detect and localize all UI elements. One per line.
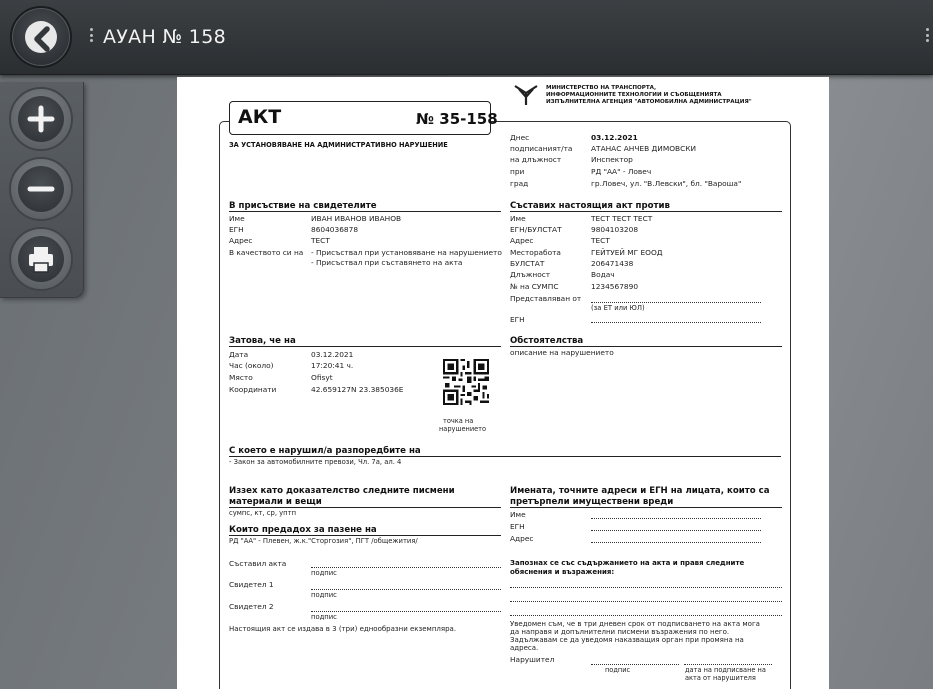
field-label: Име: [229, 214, 245, 223]
blank-line: [510, 601, 782, 602]
violated-text: - Закон за автомобилните превози, Чл. 7а, ал. 4: [229, 458, 402, 466]
date-line: [684, 664, 772, 665]
signature-line: [311, 567, 501, 568]
ministry-line: ИНФОРМАЦИОННИТЕ ТЕХНОЛОГИИ И СЪОБЩЕНИЯТА: [546, 92, 722, 98]
field-label: Място: [229, 373, 253, 382]
chevron-left-icon: [19, 14, 67, 64]
section-damaged-title: претърпели имуществени вреди: [510, 497, 674, 507]
top-toolbar: [0, 0, 933, 75]
field-value: ГЕЙТУЕЙ МГ ЕООД: [591, 248, 663, 257]
section-rule: [229, 507, 501, 508]
acquainted-text: Запознах се със съдържанието на акта и правя следните: [510, 559, 745, 567]
act-title-box: [229, 101, 498, 135]
blank-line: [591, 530, 761, 531]
field-label: Дата: [229, 350, 249, 359]
section-storage-title: Които предадох за пазене на: [229, 525, 377, 535]
field-value: 8604036878: [311, 225, 359, 234]
section-rule: [510, 507, 782, 508]
storage-text: РД "АА" - Плевен, ж.к."Сторгозия", ПГТ /общежития/: [229, 537, 418, 545]
section-rule: [510, 211, 782, 212]
field-value: ИВАН ИВАНОВ ИВАНОВ: [311, 214, 402, 223]
field-label: на длъжност: [510, 155, 562, 164]
field-value: ТЕСТ: [311, 236, 330, 245]
field-value: ТЕСТ ТЕСТ ТЕСТ: [591, 214, 653, 223]
field-label: Длъжност: [510, 270, 551, 279]
print-button[interactable]: [9, 227, 73, 291]
acquainted-text: обяснения и възражения:: [510, 568, 615, 576]
blank-line: [510, 587, 782, 588]
field-label: Месторабота: [510, 248, 561, 257]
section-rule: [510, 346, 782, 347]
section-against-title: Съставих настоящия акт против: [510, 201, 670, 211]
field-note: (за ЕТ или ЮЛ): [591, 304, 645, 312]
signature-caption: подпис: [311, 591, 337, 599]
field-label: подписаният/та: [510, 144, 573, 153]
back-button[interactable]: [10, 6, 72, 68]
field-label: Име: [510, 510, 526, 519]
field-value: - Присъствал при съставянето на акта: [311, 258, 463, 267]
drag-handle-left-icon: [90, 28, 93, 42]
notice-text: Задължавам се да уведомя наказващия орган при промяна на: [510, 636, 744, 644]
field-label: № на СУМПС: [510, 282, 559, 291]
ministry-line: ИЗПЪЛНИТЕЛНА АГЕНЦИЯ "АВТОМОБИЛНА АДМИНИСТРАЦИЯ": [546, 99, 752, 105]
field-value: Водач: [591, 270, 615, 279]
signature-line: [311, 611, 501, 612]
field-label: Днес: [510, 133, 530, 142]
field-label: град: [510, 179, 529, 188]
signature-line: [591, 664, 679, 665]
section-evidence-title: Иззех като доказателство следните писмени: [229, 486, 455, 496]
drag-handle-right-icon: [926, 28, 929, 42]
field-value: 17:20:41 ч.: [311, 361, 354, 370]
zoom-in-button[interactable]: [9, 87, 73, 151]
qr-code-icon: [443, 359, 489, 405]
notice-text: Уведомен съм, че в три дневен срок от подписването на акта мога: [510, 620, 760, 628]
field-label: ЕГН: [510, 522, 525, 531]
signature-label: Свидетел 1: [229, 580, 274, 589]
section-violated-title: С което е нарушил/а разпоредбите на: [229, 446, 421, 456]
signature-caption: подпис: [311, 569, 337, 577]
section-rule: [229, 535, 501, 536]
field-value: 1234567890: [591, 282, 639, 291]
section-circumstances-title: Обстоятелства: [510, 336, 584, 346]
act-number: № 35-158: [416, 110, 498, 128]
field-value: Ofisyt: [311, 373, 333, 382]
notice-text: да направя и допълнителни писмени възражения по него.: [510, 628, 730, 636]
field-value: 03.12.2021: [311, 350, 354, 359]
section-rule: [229, 211, 501, 212]
act-label: АКТ: [238, 106, 282, 128]
zoom-out-button[interactable]: [9, 157, 73, 221]
field-label: Адрес: [510, 534, 534, 543]
evidence-text: сумпс, кт, ср, уптп: [229, 509, 297, 517]
field-value: гр.Ловеч, ул. "В.Левски", бл. "Вароша": [591, 179, 742, 188]
document-page: [177, 77, 829, 689]
field-value: 9804103208: [591, 225, 639, 234]
signature-caption: подпис: [605, 666, 631, 674]
field-value: Инспектор: [591, 155, 633, 164]
ministry-logo-icon: [513, 83, 539, 107]
field-label: при: [510, 167, 525, 176]
date-caption: дата на подписване на: [685, 666, 766, 674]
field-label: Представляван от: [510, 294, 582, 303]
section-because-title: Затова, че на: [229, 336, 296, 346]
qr-caption: нарушението: [439, 425, 487, 433]
date-caption: акта от нарушителя: [685, 674, 756, 682]
section-damaged-title: Имената, точните адреси и ЕГН на лицата, които са: [510, 486, 770, 496]
field-label: Координати: [229, 385, 277, 394]
signature-label: Съставил акта: [229, 559, 287, 568]
field-value: РД "АА" - Ловеч: [591, 167, 652, 176]
section-witness-title: В присъствие на свидетелите: [229, 201, 377, 211]
field-value: 206471438: [591, 259, 634, 268]
section-evidence-title: материали и вещи: [229, 497, 322, 507]
section-rule: [229, 456, 781, 457]
field-label: ЕГН/БУЛСТАТ: [510, 225, 562, 234]
printer-icon: [19, 237, 63, 281]
act-subtitle: ЗА УСТАНОВЯВАНЕ НА АДМИНИСТРАТИВНО НАРУШЕНИЕ: [229, 141, 448, 149]
circumstances-text: описание на нарушението: [510, 348, 614, 357]
field-value: 42.659127N 23.385036E: [311, 385, 404, 394]
blank-line: [591, 302, 761, 303]
field-label: ЕГН: [229, 225, 244, 234]
minus-icon: [19, 167, 63, 211]
side-toolbar: [0, 82, 84, 298]
field-value: 03.12.2021: [591, 133, 638, 142]
signature-caption: подпис: [311, 613, 337, 621]
blank-line: [510, 615, 782, 616]
field-label: БУЛСТАТ: [510, 259, 545, 268]
field-label: Име: [510, 214, 526, 223]
field-value: ТЕСТ: [591, 236, 610, 245]
field-label: В качеството си на: [229, 248, 304, 257]
field-value: АТАНАС АНЧЕВ ДИМОВСКИ: [591, 144, 697, 153]
field-label: Час (около): [229, 361, 274, 370]
blank-line: [591, 542, 761, 543]
blank-line: [591, 322, 761, 323]
field-label: Адрес: [229, 236, 253, 245]
plus-icon: [19, 97, 63, 141]
section-rule: [229, 346, 501, 347]
field-label: Адрес: [510, 236, 534, 245]
blank-line: [591, 518, 761, 519]
signature-label: Свидетел 2: [229, 602, 274, 611]
ministry-line: МИНИСТЕРСТВО НА ТРАНСПОРТА,: [546, 85, 657, 91]
copies-note: Настоящия акт се издава в 3 (три) еднообразни екземпляра.: [229, 625, 457, 633]
qr-caption: точка на: [443, 417, 474, 425]
page-title: АУАН № 158: [103, 26, 226, 48]
field-value: - Присъствал при установяване на нарушението: [311, 248, 502, 257]
signature-line: [311, 589, 501, 590]
violator-label: Нарушител: [510, 655, 555, 664]
field-label: ЕГН: [510, 315, 525, 324]
notice-text: адреса.: [510, 644, 539, 652]
